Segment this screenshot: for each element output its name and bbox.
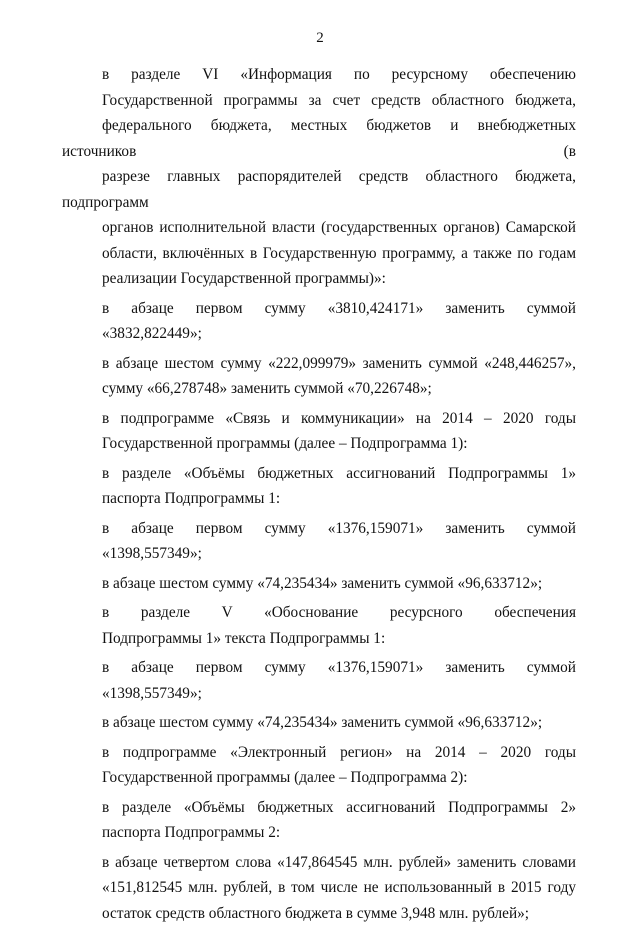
paragraph-line: федерального бюджета, местных бюджетов и внебюджетных источников (в [62,117,576,160]
document-body [62,62,576,930]
paragraph-line: в абзаце шестом сумму «74,235434» заменить суммой «96,633712»; [102,714,543,731]
paragraph-line: в абзаце первом сумму «3810,424171» заменить суммой [102,299,576,317]
paragraph-line: в разделе «Объёмы бюджетных ассигнований Подпрограммы 2» [102,798,576,816]
paragraph [62,600,576,651]
paragraph-line: Государственной программы за счет средств областного бюджета, [102,91,576,109]
paragraph-line: остаток средств областного бюджета в сумме 3,948 млн. рублей»; [102,904,530,922]
paragraph-line: Государственной программы (далее – Подпрограмма 2): [102,769,468,786]
paragraph [62,850,576,927]
paragraph-line: паспорта Подпрограммы 1: [102,490,281,507]
paragraph [62,461,576,512]
paragraph [62,351,576,402]
paragraph-line: органов исполнительной власти (государственных органов) Самарской [102,219,576,236]
paragraph [62,296,576,347]
paragraph-line: «3832,822449»; [102,325,202,342]
paragraph-line: «151,812545 млн. рублей, в том числе не использованный в 2015 году [102,879,576,896]
paragraph [62,740,576,791]
paragraph-line: «1398,557349»; [102,684,202,702]
paragraph-line: в разделе VI «Информация по ресурсному обеспечению [102,66,576,83]
paragraph-line: в абзаце шестом сумму «222,099979» заменить суммой «248,446257», [102,354,576,372]
paragraph-line: разрезе главных распорядителей средств областного бюджета, подпрограмм [62,168,576,211]
paragraph [62,655,576,706]
paragraph [62,516,576,567]
paragraph-line: реализации Государственной программы)»: [102,270,386,287]
paragraph-line: области, включённых в Государственную программу, а также по годам [102,244,576,262]
paragraph-line: Государственной программы (далее – Подпрограмма 1): [102,435,468,452]
paragraph-line: Подпрограммы 1» текста Подпрограммы 1: [102,629,386,647]
paragraph-line: «1398,557349»; [102,545,202,562]
paragraph [62,795,576,846]
paragraph [62,62,576,292]
paragraph-line: в разделе V «Обоснование ресурсного обеспечения [102,604,576,621]
paragraph [62,406,576,457]
paragraph-line: в абзаце первом сумму «1376,159071» заменить суммой [102,659,576,676]
paragraph-line: в подпрограмме «Связь и коммуникации» на 2014 – 2020 годы [102,409,576,427]
paragraph-line: сумму «66,278748» заменить суммой «70,226748»; [102,380,432,397]
paragraph-line: в подпрограмме «Электронный регион» на 2014 – 2020 годы [102,743,576,761]
paragraph [62,710,576,736]
paragraph-line: в разделе «Объёмы бюджетных ассигнований Подпрограммы 1» [102,464,576,482]
paragraph-line: паспорта Подпрограммы 2: [102,824,281,841]
paragraph [62,571,576,597]
page-number: 2 [316,30,324,46]
paragraph-line: в абзаце шестом сумму «74,235434» заменить суммой «96,633712»; [102,574,543,592]
paragraph-line: в абзаце первом сумму «1376,159071» заменить суммой [102,519,576,537]
paragraph-line: в абзаце четвертом слова «147,864545 млн. рублей» заменить словами [102,853,576,871]
